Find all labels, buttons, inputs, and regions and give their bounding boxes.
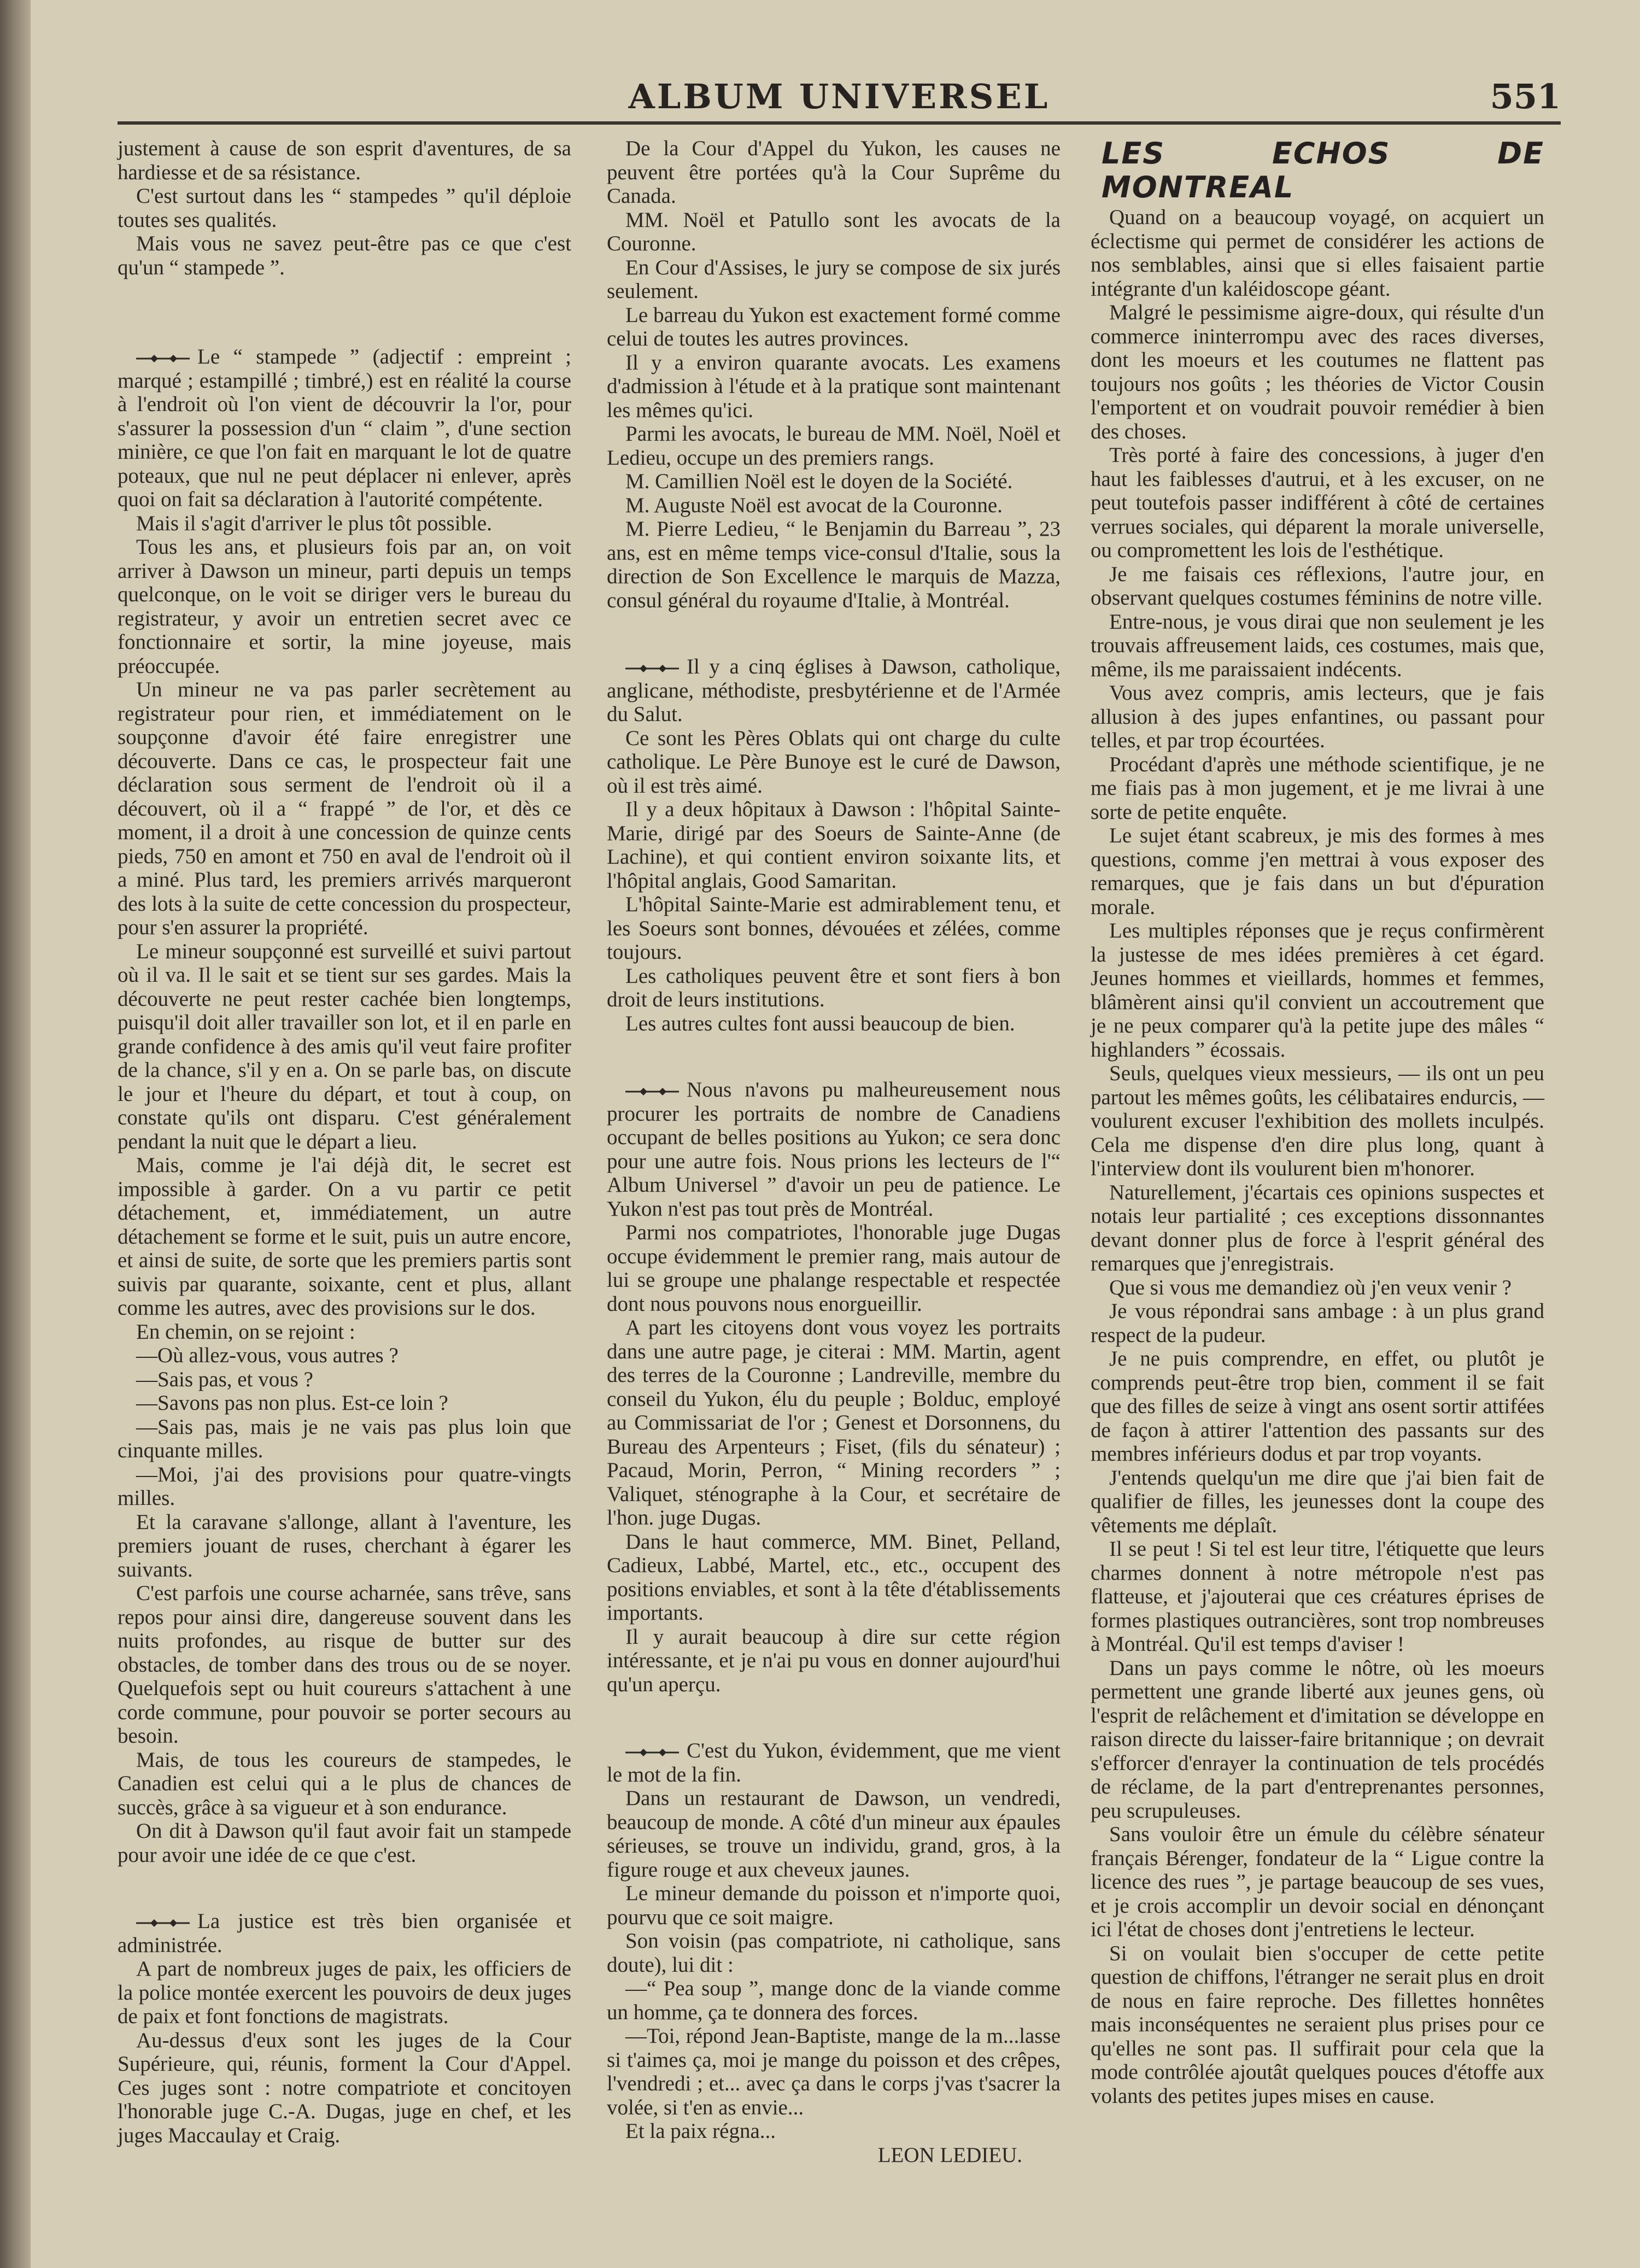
paragraph: Parmi nos compatriotes, l'honorable juge Dugas occupe évidemment le premier rang, mais autour de lui se groupe une phalange respectable et respectée dont nous pouvons nous enorgueillir. xyxy=(607,1221,1061,1316)
paragraph: Et la caravane s'allonge, allant à l'aventure, les premiers jouant de ruses, cherchant à égarer les suivants. xyxy=(118,1510,571,1581)
paragraph: Parmi les avocats, le bureau de MM. Noël, Noël et Ledieu, occupe un des premiers rangs. xyxy=(607,422,1061,470)
paragraph: Je ne puis comprendre, en effet, ou plutôt je comprends peut-être trop bien, comment il se fait que des filles de seize à vingt ans osent sortir attifées de façon à attirer l'attention des passants sur des membres inférieurs dodus et par trop voyants. xyxy=(1091,1347,1544,1466)
section-ornament-icon xyxy=(625,664,679,673)
paragraph: Seuls, quelques vieux messieurs, — ils ont un peu partout les mêmes goûts, les célibataires endurcis, — voulurent excuser l'exhibition des mollets inculpés. Cela me dispense d'en dire plus long, quant à l'interview dont ils voulurent bien m'honorer. xyxy=(1091,1062,1544,1180)
paragraph: Et la paix régna... xyxy=(625,2119,776,2143)
paragraph: J'entends quelqu'un me dire que j'ai bien fait de qualifier de filles, les jeunesses dont la coupe des vêtements me déplaît. xyxy=(1091,1466,1544,1537)
column-middle xyxy=(607,137,1061,2167)
paragraph: L'hôpital Sainte-Marie est admirablement tenu, et les Soeurs sont bonnes, dévouées et zélées, comme toujours. xyxy=(607,893,1061,964)
paragraph: Le barreau du Yukon est exactement formé comme celui de toutes les autres provinces. xyxy=(607,303,1061,350)
section-ornament-icon xyxy=(625,1087,679,1097)
paragraph: Très porté à faire des concessions, à juger d'en haut les faiblesses d'autrui, et à les excuser, on ne peut toutefois passer indifférent à côté de certaines verrues sociales, qui déparent la morale universelle, ou compromettent les lois de l'esthétique. xyxy=(1091,443,1544,562)
paragraph: Son voisin (pas compatriote, ni catholique, sans doute), lui dit : xyxy=(607,1929,1061,1977)
paragraph: En chemin, on se rejoint : xyxy=(136,1320,355,1344)
paragraph: Que si vous me demandiez où j'en veux venir ? xyxy=(1109,1275,1512,1299)
paragraph: Mais, comme je l'ai déjà dit, le secret est impossible à garder. On a vu partir ce petit détachement, et, immédiatement, un autre détachement se forme et le suit, puis un autre encore, et ainsi de suite, de sorte que les premiers partis sont suivis par quarante, soixante, cent et plus, allant comme les autres, avec des provisions sur le dos. xyxy=(118,1153,571,1320)
dialogue-line: —Sais pas, et vous ? xyxy=(136,1367,313,1391)
scan-shadow-edge xyxy=(0,0,31,2268)
paragraph: M. Camillien Noël est le doyen de la Société. xyxy=(625,470,1013,493)
paragraph: Mais, de tous les coureurs de stampedes, le Canadien est celui qui a le plus de chances de succès, grâce à sa vigueur et à son endurance. xyxy=(118,1748,571,1819)
paragraph: MM. Noël et Patullo sont les avocats de la Couronne. xyxy=(607,208,1061,255)
section-paragraph: C'est du Yukon, évidemment, que me vient le mot de la fin. xyxy=(607,1739,1061,1786)
section-ornament-icon xyxy=(136,354,190,364)
paragraph: Un mineur ne va pas parler secrètement au registrateur pour rien, et immédiatement on le soupçonne d'avoir été faire enregistrer une découverte. Dans ce cas, le prospecteur fait une déclaration sous serment de l'endroit où il a découvert, où il a “ frappé ” de l'or, et dès ce moment, il a droit à une concession de quinze cents pieds, 750 en amont et 750 en aval de l'endroit où il a miné. Plus tard, les premiers arrivés marqueront des lots à la suite de cette concession du prospecteur, pour s'en assurer la propriété. xyxy=(118,678,571,939)
paragraph: On dit à Dawson qu'il faut avoir fait un stampede pour avoir une idée de ce que c'est. xyxy=(118,1819,571,1867)
dialogue-line: —“ Pea soup ”, mange donc de la viande comme un homme, ça te donnera des forces. xyxy=(607,1977,1061,2024)
paragraph: Ce sont les Pères Oblats qui ont charge du culte catholique. Le Père Bunoye est le curé de Dawson, où il est très aimé. xyxy=(607,726,1061,798)
paragraph: Le mineur demande du poisson et n'importe quoi, pourvu que ce soit maigre. xyxy=(607,1882,1061,1929)
column-left xyxy=(118,137,571,2147)
section-paragraph: Le “ stampede ” (adjectif : empreint ; marqué ; estampillé ; timbré,) est en réalité la course à l'endroit où l'on vient de découvrir la l'or, pour s'assurer la possession d'un “ claim ”, d'une section minière, ce que l'on fait en marquant le lot de quatre poteaux, que nul ne peut déplacer ni enlever, après quoi on fait sa déclaration à l'autorité compétente. xyxy=(118,345,571,511)
paragraph: Il y a environ quarante avocats. Les examens d'admission à l'étude et à la pratique sont maintenant les mêmes qu'ici. xyxy=(607,350,1061,422)
magazine-title: ALBUM UNIVERSEL xyxy=(628,77,1050,116)
paragraph: Sans vouloir être un émule du célèbre sénateur français Bérenger, fondateur de la “ Ligue contre la licence des rues ”, je partage beaucoup de ses vues, et je crois accomplir un devoir social en dénonçant ici l'état de choses dont j'entretiens le lecteur. xyxy=(1091,1822,1544,1941)
paragraph: C'est surtout dans les “ stampedes ” qu'il déploie toutes ses qualités. xyxy=(118,184,571,232)
section-heading: LES ECHOS DE MONTREAL xyxy=(1102,136,1544,204)
paragraph: M. Auguste Noël est avocat de la Couronne. xyxy=(625,493,1003,517)
dialogue-line: —Toi, répond Jean-Baptiste, mange de la m...lasse si t'aimes ça, moi je mange du poisson et des crêpes, l'vendredi ; et... avec ça dans le corps j'vas t'sacrer la volée, si t'en as envie... xyxy=(607,2024,1061,2119)
paragraph: Je me faisais ces réflexions, l'autre jour, en observant quelques costumes féminins de notre ville. xyxy=(1091,562,1544,610)
section-ornament-icon xyxy=(625,1748,679,1757)
paragraph: M. Pierre Ledieu, “ le Benjamin du Barreau ”, 23 ans, est en même temps vice-consul d'Italie, sous la direction de Son Excellence le marquis de Mazza, consul général du royaume d'Italie, à Montréal. xyxy=(607,517,1061,612)
paragraph: En Cour d'Assises, le jury se compose de six jurés seulement. xyxy=(607,255,1061,303)
paragraph: Entre-nous, je vous dirai que non seulement je les trouvais affreusement laids, ces costumes, mais que, même, ils me paraissaient indécents. xyxy=(1091,610,1544,681)
author-signature: LEON LEDIEU. xyxy=(877,2143,1022,2167)
paragraph: Mais il s'agit d'arriver le plus tôt possible. xyxy=(136,511,492,535)
paragraph: Tous les ans, et plusieurs fois par an, on voit arriver à Dawson un mineur, parti depuis un temps quelconque, on le voit se diriger vers le bureau du registrateur, y avoir un entretien secret avec ce fonctionnaire et sortir, la mine joyeuse, mais préoccupée. xyxy=(118,535,571,678)
page-header xyxy=(118,77,1561,125)
paragraph: A part les citoyens dont vous voyez les portraits dans une autre page, je citerai : MM. Martin, agent des terres de la Couronne ; Landreville, membre du conseil du Yukon, élu du peuple ; Bolduc, employé au Commissariat de l'or ; Genest et Dorsonnens, du Bureau des Arpenteurs ; Fiset, (fils du sénateur) ; Pacaud, Morin, Perron, “ Mining recorders ” ; Valiquet, sténographe à la Cour, et secrétaire de l'hon. juge Dugas. xyxy=(607,1316,1061,1529)
paragraph: Malgré le pessimisme aigre-doux, qui résulte d'un commerce ininterrompu avec des races diverses, dont les moeurs et les coutumes ne flattent pas toujours nos goûts ; les théories de Victor Cousin l'emportent et on voudrait pouvoir remédier à bien des choses. xyxy=(1091,301,1544,443)
paragraph: Le mineur soupçonné est surveillé et suivi partout où il va. Il le sait et se tient sur ses gardes. Mais la découverte ne peut rester cachée bien longtemps, puisqu'il doit aller travailler son lot, et il en parle en grande confidence à des amis qu'il veut faire profiter de la chance, s'il y en a. On se parle bas, on discute le jour et l'heure du départ, et tout à coup, on constate qu'ils ont disparu. C'est généralement pendant la nuit que le départ a lieu. xyxy=(118,939,571,1153)
paragraph: Naturellement, j'écartais ces opinions suspectes et notais leur partialité ; ces exceptions dissonnantes devant donner plus de force à l'esprit général des remarques que j'enregistrais. xyxy=(1091,1180,1544,1275)
section-paragraph: La justice est très bien organisée et administrée. xyxy=(118,1909,571,1957)
paragraph: Mais vous ne savez peut-être pas ce que c'est qu'un “ stampede ”. xyxy=(118,232,571,279)
paragraph: Le sujet étant scabreux, je mis des formes à mes questions, comme j'en mettrai à vous exposer des remarques, que je fais dans un but d'épuration morale. xyxy=(1091,824,1544,919)
page-number: 551 xyxy=(1490,77,1561,116)
paragraph: Il y a deux hôpitaux à Dawson : l'hôpital Sainte-Marie, dirigé par des Soeurs de Sainte-Anne (de Lachine), et qui contient environ soixante lits, et l'hôpital anglais, Good Samaritan. xyxy=(607,798,1061,893)
paragraph: Vous avez compris, amis lecteurs, que je fais allusion à des jupes enfantines, ou passant pour telles, et par trop écourtées. xyxy=(1091,681,1544,752)
section-paragraph: Il y a cinq églises à Dawson, catholique, anglicane, méthodiste, presbytérienne et de l'Armée du Salut. xyxy=(607,655,1061,726)
section-ornament-icon xyxy=(136,1918,190,1928)
paragraph: Au-dessus d'eux sont les juges de la Cour Supérieure, qui, réunis, forment la Cour d'Appel. Ces juges sont : notre compatriote et concitoyen l'honorable juge C.-A. Dugas, juge en chef, et les juges Maccaulay et Craig. xyxy=(118,2028,571,2147)
paragraph: Je vous répondrai sans ambage : à un plus grand respect de la pudeur. xyxy=(1091,1299,1544,1347)
paragraph: Il se peut ! Si tel est leur titre, l'étiquette que leurs charmes donnent à notre métropole n'est pas flatteuse, et j'ajouterai que ces créatures éprises de formes plastiques outrancières, sont trop nombreuses à Montréal. Qu'il est temps d'aviser ! xyxy=(1091,1537,1544,1656)
paragraph: Il y aurait beaucoup à dire sur cette région intéressante, et je n'ai pu vous en donner aujourd'hui qu'un aperçu. xyxy=(607,1625,1061,1696)
paragraph: Quand on a beaucoup voyagé, on acquiert un éclectisme qui permet de considérer les actions de nos semblables, ainsi que si elles faisaient partie intégrante d'un kaléidoscope géant. xyxy=(1091,206,1544,301)
paragraph: Les catholiques peuvent être et sont fiers à bon droit de leurs institutions. xyxy=(607,964,1061,1011)
paragraph: Si on voulait bien s'occuper de cette petite question de chiffons, l'étranger ne serait plus en droit de nous en faire reproche. Des fillettes honnêtes mais inconséquentes ne seraient plus prises pour ce qu'elles ne sont pas. Il suffirait pour cela que la mode contrôlée ajoutât quelques pouces d'étoffe aux volants des petites jupes mises en cause. xyxy=(1091,1941,1544,2108)
paragraph: Dans un restaurant de Dawson, un vendredi, beaucoup de monde. A côté d'un mineur aux épaules sérieuses, se trouve un individu, grand, gros, à la figure rouge et aux cheveux jaunes. xyxy=(607,1786,1061,1882)
dialogue-line: —Savons pas non plus. Est-ce loin ? xyxy=(136,1391,448,1415)
section-paragraph: Nous n'avons pu malheureusement nous procurer les portraits de nombre de Canadiens occupant de belles positions au Yukon; ce sera donc pour une autre fois. Nous prions les lecteurs de l'“ Album Universel ” d'avoir un peu de patience. Le Yukon n'est pas tout près de Montréal. xyxy=(607,1078,1061,1221)
paragraph: Dans le haut commerce, MM. Binet, Pelland, Cadieux, Labbé, Martel, etc., etc., occupent des positions enviables, et sont à la tête d'établissements importants. xyxy=(607,1529,1061,1625)
paragraph: Dans un pays comme le nôtre, où les moeurs permettent une grande liberté aux jeunes gens, où l'esprit de relâchement et d'imitation se développe en raison directe du laisser-faire britannique ; on devrait s'efforcer d'enrayer la continuation de tels procédés de réclame, de la part d'entreprenantes personnes, peu scrupuleuses. xyxy=(1091,1656,1544,1822)
paragraph: C'est parfois une course acharnée, sans trêve, sans repos pour ainsi dire, dangereuse souvent dans les nuits profondes, au risque de butter sur des obstacles, de tomber dans des trous ou de se noyer. Quelquefois sept ou huit coureurs s'attachent à une corde commune, pour pouvoir se porter secours au besoin. xyxy=(118,1581,571,1748)
column-right xyxy=(1091,137,1544,2108)
dialogue-line: —Sais pas, mais je ne vais pas plus loin que cinquante milles. xyxy=(118,1415,571,1462)
paragraph: justement à cause de son esprit d'aventures, de sa hardiesse et de sa résistance. xyxy=(118,137,571,184)
paragraph: Les autres cultes font aussi beaucoup de bien. xyxy=(625,1011,1015,1035)
paragraph: Les multiples réponses que je reçus confirmèrent la justesse de mes idées premières à cet égard. Jeunes hommes et vieillards, hommes et femmes, blâmèrent ainsi qu'il convient un accoutrement que je ne peux comparer qu'à la petite jupe des mâles “ highlanders ” écossais. xyxy=(1091,919,1544,1062)
dialogue-line: —Moi, j'ai des provisions pour quatre-vingts milles. xyxy=(118,1462,571,1510)
paragraph: A part de nombreux juges de paix, les officiers de la police montée exercent les pouvoirs de deux juges de paix et font fonctions de magistrats. xyxy=(118,1957,571,2028)
paragraph: De la Cour d'Appel du Yukon, les causes ne peuvent être portées qu'à la Cour Suprême du Canada. xyxy=(607,137,1061,208)
dialogue-line: —Où allez-vous, vous autres ? xyxy=(136,1344,399,1367)
paragraph: Procédant d'après une méthode scientifique, je ne me fiais pas à mon jugement, et je me livrai à une sorte de petite enquête. xyxy=(1091,752,1544,824)
